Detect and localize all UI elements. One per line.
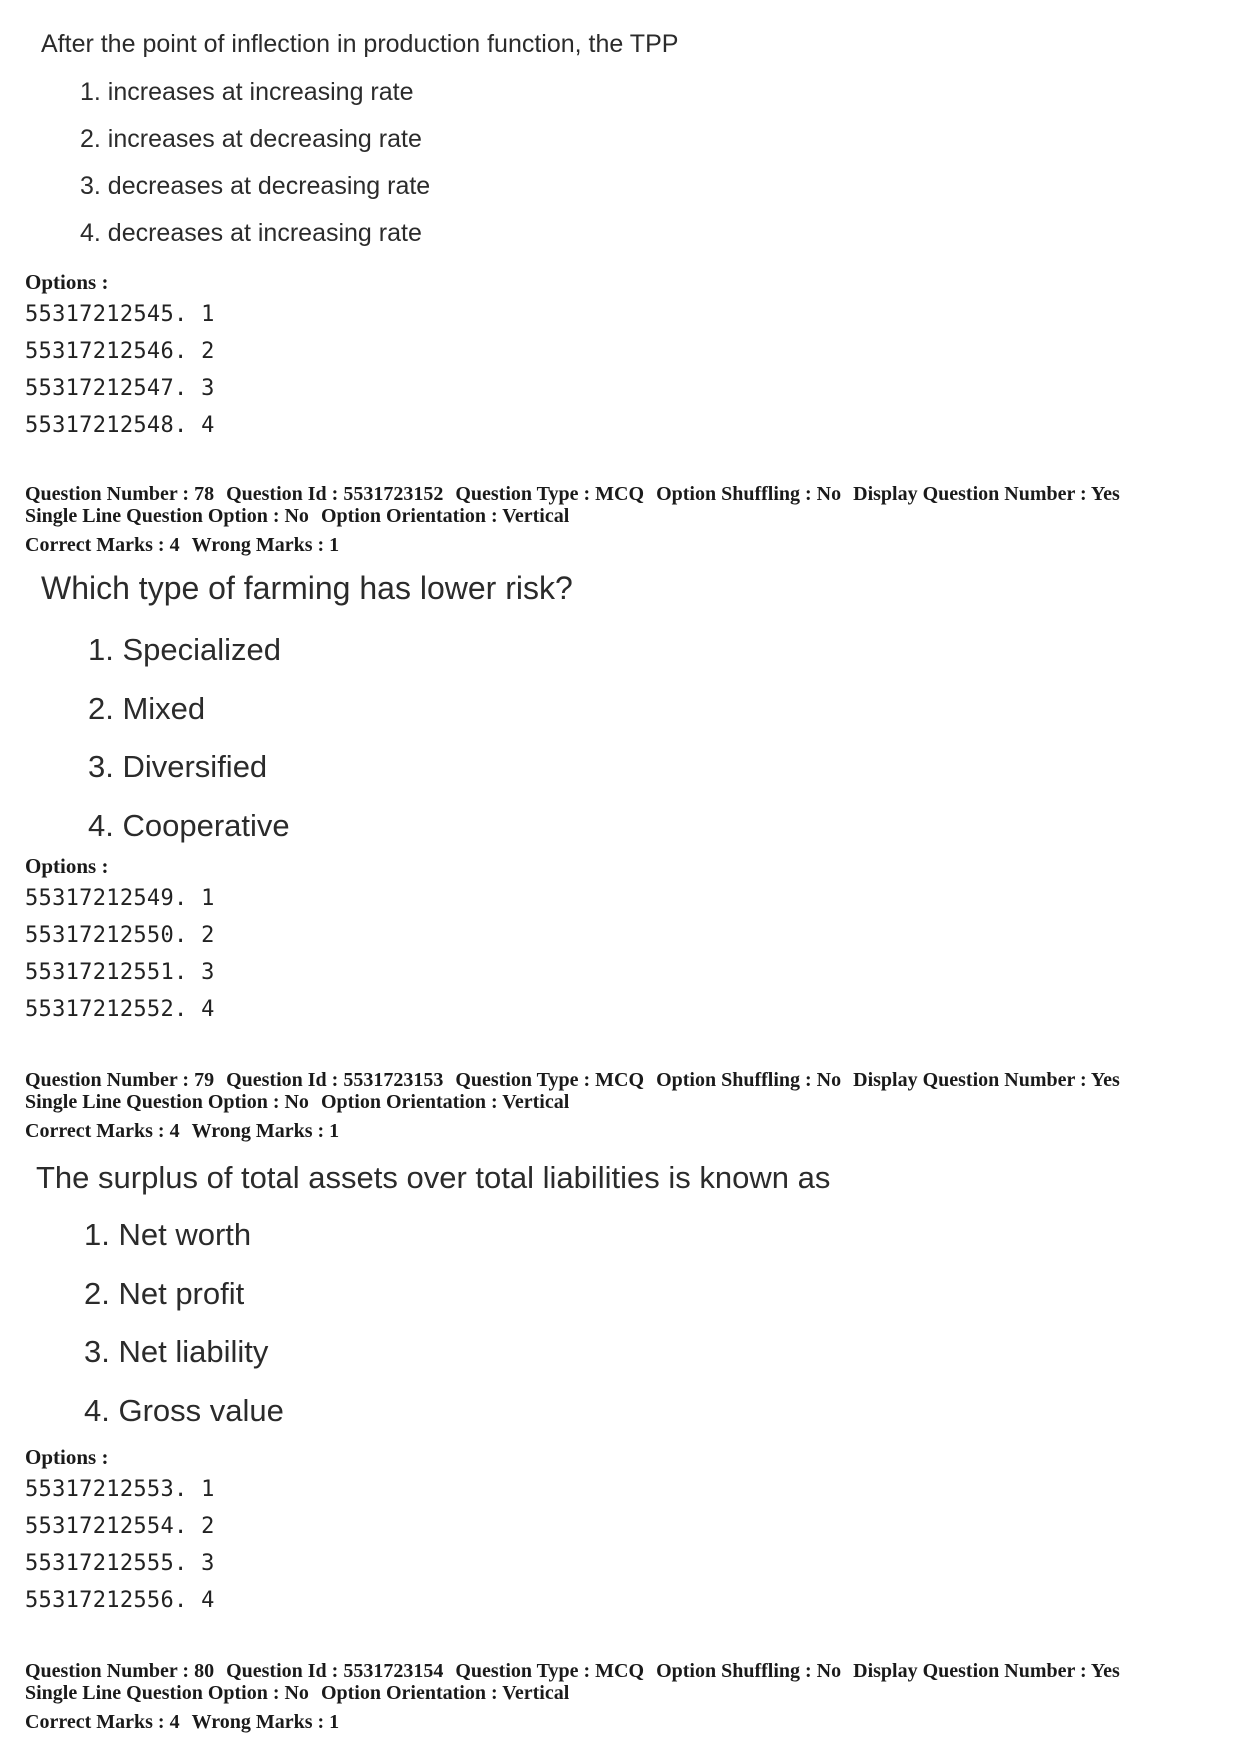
question-meta-79-line2	[25, 1092, 569, 1113]
question-choice-1: 1. increases at increasing rate	[80, 78, 414, 106]
question-choice-2: 2. increases at decreasing rate	[80, 125, 422, 153]
display-question-number: Display Question Number : Yes	[853, 1660, 1120, 1682]
option-shuffling: Option Shuffling : No	[656, 1660, 842, 1682]
option-id-line: 55317212547. 3	[25, 376, 215, 401]
option-orientation: Option Orientation : Vertical	[320, 1091, 570, 1113]
question-id: Question Id : 5531723153	[226, 1069, 444, 1091]
option-orientation: Option Orientation : Vertical	[320, 1682, 570, 1704]
correct-marks: Correct Marks : 4	[25, 1711, 180, 1733]
single-line-question-option: Single Line Question Option : No	[25, 1682, 309, 1704]
wrong-marks: Wrong Marks : 1	[191, 1711, 340, 1733]
marks-80	[25, 1712, 339, 1733]
option-shuffling: Option Shuffling : No	[656, 483, 842, 505]
display-question-number: Display Question Number : Yes	[853, 483, 1120, 505]
wrong-marks: Wrong Marks : 1	[191, 534, 340, 556]
question-meta-78	[25, 484, 1120, 505]
display-question-number: Display Question Number : Yes	[853, 1069, 1120, 1091]
option-id-line: 55317212556. 4	[25, 1588, 215, 1613]
question-image-net-worth	[0, 1160, 1240, 1440]
question-choice-3: 3. decreases at decreasing rate	[80, 172, 431, 200]
option-id-line: 55317212548. 4	[25, 413, 215, 438]
question-number: Question Number : 78	[25, 483, 215, 505]
question-meta-80-line2	[25, 1683, 569, 1704]
option-id-line: 55317212555. 3	[25, 1551, 215, 1576]
question-choice-1: 1. Specialized	[88, 632, 282, 667]
question-type: Question Type : MCQ	[455, 483, 645, 505]
question-type: Question Type : MCQ	[455, 1069, 645, 1091]
question-choice-1: 1. Net worth	[84, 1217, 252, 1252]
option-id-line: 55317212553. 1	[25, 1477, 215, 1502]
option-orientation: Option Orientation : Vertical	[320, 505, 570, 527]
question-choice-2: 2. Net profit	[84, 1276, 245, 1311]
question-text: The surplus of total assets over total liabilities is known as	[36, 1160, 831, 1195]
single-line-question-option: Single Line Question Option : No	[25, 505, 309, 527]
question-image-tpp	[0, 0, 1240, 260]
correct-marks: Correct Marks : 4	[25, 534, 180, 556]
option-id-line: 55317212550. 2	[25, 923, 215, 948]
option-shuffling: Option Shuffling : No	[656, 1069, 842, 1091]
question-choice-2: 2. Mixed	[88, 691, 206, 726]
option-id-line: 55317212552. 4	[25, 997, 215, 1022]
question-id: Question Id : 5531723154	[226, 1660, 444, 1682]
options-label: Options :	[25, 854, 109, 878]
single-line-question-option: Single Line Question Option : No	[25, 1091, 309, 1113]
question-choice-3: 3. Net liability	[84, 1334, 269, 1369]
marks-79	[25, 1121, 339, 1142]
question-text: After the point of inflection in production function, the TPP	[41, 30, 679, 58]
options-label: Options :	[25, 270, 109, 294]
option-id-line: 55317212545. 1	[25, 302, 215, 327]
option-id-line: 55317212546. 2	[25, 339, 215, 364]
option-id-line: 55317212554. 2	[25, 1514, 215, 1539]
question-number: Question Number : 80	[25, 1660, 215, 1682]
question-choice-4: 4. decreases at increasing rate	[80, 219, 422, 247]
question-choice-3: 3. Diversified	[88, 749, 268, 784]
question-meta-79	[25, 1070, 1120, 1091]
question-choice-4: 4. Cooperative	[88, 808, 290, 843]
question-id: Question Id : 5531723152	[226, 483, 444, 505]
question-image-farming	[0, 570, 1240, 850]
question-number: Question Number : 79	[25, 1069, 215, 1091]
question-meta-78-line2	[25, 506, 569, 527]
marks-78	[25, 535, 339, 556]
question-meta-80	[25, 1661, 1120, 1682]
question-choice-4: 4. Gross value	[84, 1393, 284, 1428]
correct-marks: Correct Marks : 4	[25, 1120, 180, 1142]
option-id-line: 55317212549. 1	[25, 886, 215, 911]
question-type: Question Type : MCQ	[455, 1660, 645, 1682]
question-text: Which type of farming has lower risk?	[41, 570, 573, 606]
options-label: Options :	[25, 1445, 109, 1469]
option-id-line: 55317212551. 3	[25, 960, 215, 985]
wrong-marks: Wrong Marks : 1	[191, 1120, 340, 1142]
